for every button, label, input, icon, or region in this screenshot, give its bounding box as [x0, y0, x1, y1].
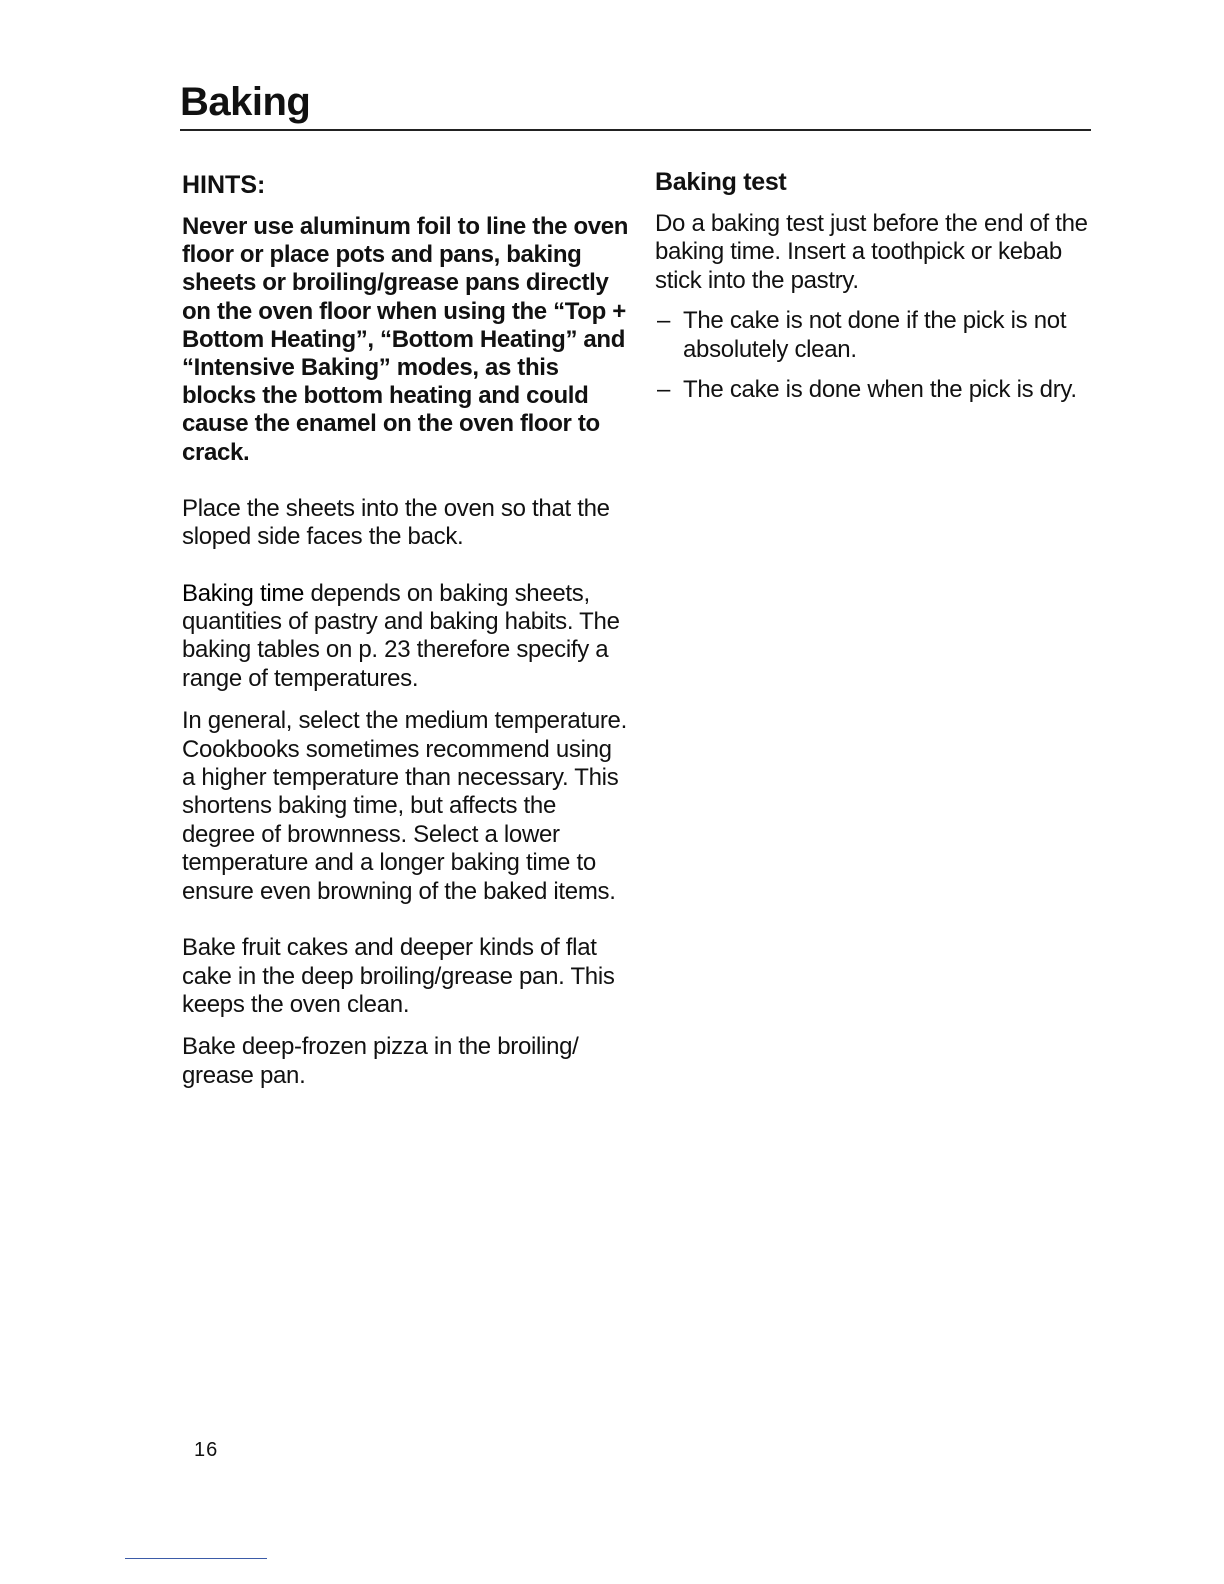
dash-bullet: – [657, 376, 671, 404]
baking-test-list [655, 307, 1095, 404]
list-item-text: The cake is done when the pick is dry. [683, 376, 1077, 404]
hints-heading: HINTS: [182, 171, 266, 199]
left-column [182, 168, 630, 1090]
baking-test-heading: Baking test [655, 168, 787, 196]
warning-paragraph: Never use aluminum foil to line the oven floor or place pots and pans, baking sheets or broiling/grease pans directly on the oven floor when using the “Top + Bottom Heating”, “Bottom Heating” and “Intensive Baking” modes, as this blocks the bottom heating and could cause the enamel on the oven floor to crack. [182, 213, 629, 466]
list-item [655, 307, 1095, 364]
page-number: 16 [194, 1439, 219, 1461]
right-column [655, 165, 1095, 416]
list-item [655, 376, 1095, 404]
dash-bullet: – [657, 307, 671, 335]
baking-time-paragraph [182, 580, 630, 694]
baking-time-term: Baking time [182, 579, 305, 607]
footer-rule [125, 1558, 267, 1559]
general-paragraph: In general, select the medium temperature. Cookbooks sometimes recommend using a higher temperature than necessary. This shortens baking time, but affects the degree of brownness. Select a lower temperature and a longer baking time to ensure even browning of the baked items. [182, 707, 627, 905]
baking-time-text: depends on baking sheets, quantities of pastry and baking habits. The baking tables on p. 23 therefore specify a range of temperatures. [182, 579, 620, 692]
baking-test-paragraph: Do a baking test just before the end of the baking time. Insert a toothpick or kebab stick into the pastry. [655, 210, 1088, 294]
title-rule [180, 129, 1091, 131]
page-title: Baking [180, 80, 311, 124]
fruit-cakes-paragraph: Bake fruit cakes and deeper kinds of flat cake in the deep broiling/grease pan. This keeps the oven clean. [182, 934, 615, 1018]
sheets-paragraph: Place the sheets into the oven so that the sloped side faces the back. [182, 494, 610, 551]
list-item-text: The cake is not done if the pick is not absolutely clean. [683, 307, 1067, 363]
pizza-paragraph: Bake deep-frozen pizza in the broiling/ grease pan. [182, 1033, 579, 1089]
